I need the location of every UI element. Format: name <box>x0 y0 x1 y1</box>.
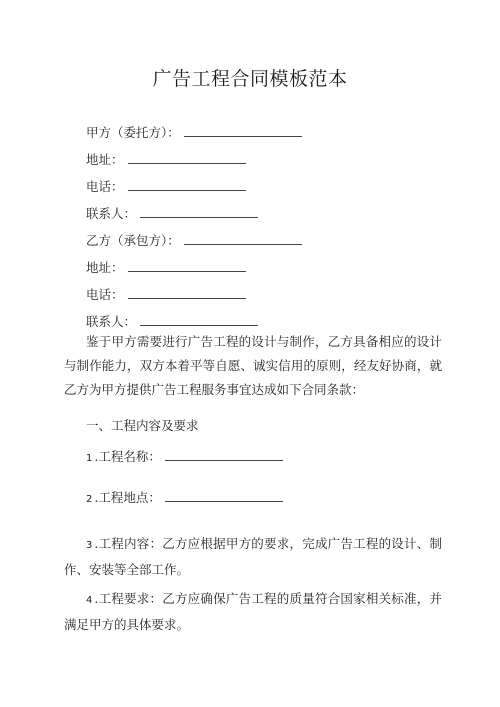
item-1-blank[interactable] <box>165 459 283 461</box>
item-1-number: 1 <box>86 453 93 464</box>
party-a-address-blank[interactable] <box>128 162 246 164</box>
party-b-address-line <box>86 258 246 276</box>
item-2-blank[interactable] <box>165 500 283 502</box>
party-a-address-line <box>86 150 246 168</box>
party-b-contact-line <box>86 312 258 330</box>
party-b-line <box>86 231 302 249</box>
party-a-line <box>86 123 302 141</box>
party-a-phone-label: 电话： <box>86 179 124 194</box>
party-a-label: 甲方（委托方）： <box>86 125 180 140</box>
item-2-text: .工程地点： <box>94 490 161 505</box>
section-1-heading: 一、工程内容及要求 <box>86 418 199 433</box>
item-1-text: .工程名称： <box>94 449 161 464</box>
party-a-blank[interactable] <box>184 135 302 137</box>
party-b-address-label: 地址： <box>86 260 124 275</box>
party-b-phone-blank[interactable] <box>128 297 246 299</box>
party-b-label: 乙方（承包方）： <box>86 233 180 248</box>
document-title: 广告工程合同模板范本 <box>152 68 348 90</box>
party-b-phone-line <box>86 285 246 303</box>
item-3 <box>64 532 442 582</box>
party-b-phone-label: 电话： <box>86 287 124 302</box>
party-a-address-label: 地址： <box>86 152 124 167</box>
item-3-number: 3 <box>86 540 93 551</box>
intro-paragraph: 鉴于甲方需要进行广告工程的设计与制作，乙方具备相应的设计与制作能力，双方本着平等自愿、诚实信用的原则，经友好协商，就乙方为甲方提供广告工程服务事宜达成如下合同条款： <box>64 334 442 397</box>
item-2 <box>86 488 283 506</box>
party-b-contact-blank[interactable] <box>140 324 258 326</box>
party-a-phone-blank[interactable] <box>128 189 246 191</box>
item-4-text: .工程要求：乙方应确保广告工程的质量符合国家相关标准，并满足甲方的具体要求。 <box>64 591 442 632</box>
item-3-text: .工程内容：乙方应根据甲方的要求，完成广告工程的设计、制作、安装等全部工作。 <box>64 536 442 577</box>
party-a-contact-blank[interactable] <box>140 216 258 218</box>
party-b-contact-label: 联系人： <box>86 314 137 329</box>
party-a-phone-line <box>86 177 246 195</box>
party-a-contact-line <box>86 204 258 222</box>
party-a-contact-label: 联系人： <box>86 206 137 221</box>
item-2-number: 2 <box>86 494 93 505</box>
party-b-address-blank[interactable] <box>128 270 246 272</box>
party-b-blank[interactable] <box>184 243 302 245</box>
item-1 <box>86 447 283 465</box>
item-4 <box>64 587 442 637</box>
item-4-number: 4 <box>86 595 93 606</box>
